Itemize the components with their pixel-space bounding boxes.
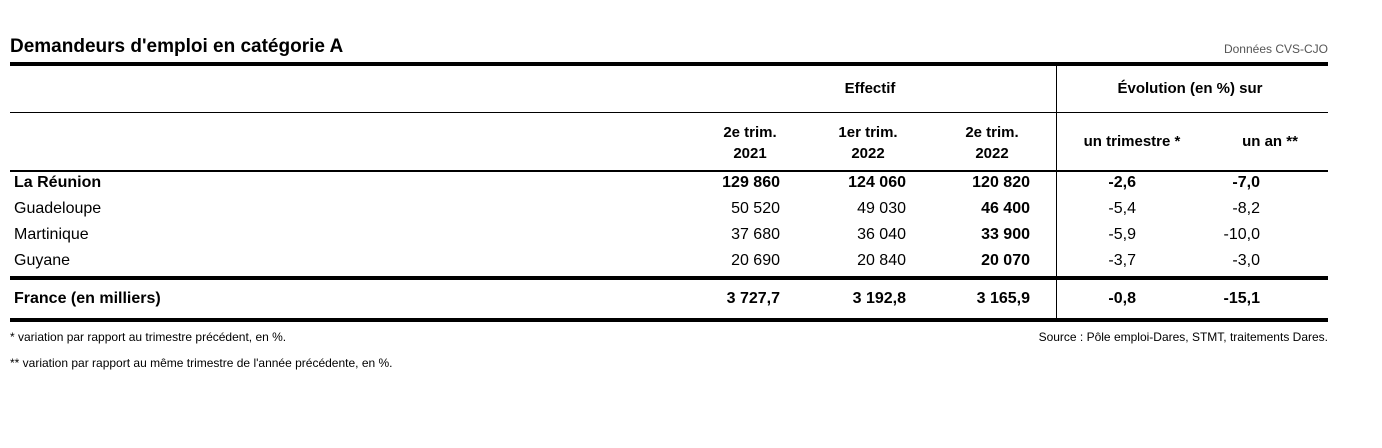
bottom-rule (10, 318, 1328, 322)
cell-value: 124 060 (848, 174, 906, 191)
row-label: La Réunion (14, 174, 102, 191)
cell-value: 129 860 (722, 174, 780, 191)
cell-value: 20 070 (981, 252, 1030, 269)
cell-value: -15,1 (1223, 290, 1260, 307)
cell-value: -3,0 (1232, 252, 1260, 269)
header-rule (10, 112, 1328, 113)
cell-value: 120 820 (972, 174, 1030, 191)
total-top-rule (10, 276, 1328, 280)
row-label: France (en milliers) (14, 290, 161, 307)
cell-value: 50 520 (731, 200, 780, 217)
cell-value: -7,0 (1232, 174, 1260, 191)
cell-value: -5,9 (1108, 226, 1136, 243)
col-header-line2: 2022 (975, 145, 1009, 162)
cell-value: 20 840 (857, 252, 906, 269)
footnote-trimestre: * variation par rapport au trimestre précédent, en %. (10, 330, 287, 344)
col-header-2t2021 (700, 122, 800, 164)
header-evolution: Évolution (en %) sur (1117, 80, 1263, 97)
cell-value: -3,7 (1108, 252, 1136, 269)
row-label: Guyane (14, 252, 71, 269)
col-header-line1: 1er trim. (838, 124, 898, 141)
cell-value: 3 727,7 (726, 290, 780, 307)
cell-value: -8,2 (1232, 200, 1260, 217)
col-header-line1: 2e trim. (965, 124, 1019, 141)
body-top-rule (10, 170, 1328, 172)
cell-value: 36 040 (857, 226, 906, 243)
cell-value: 3 192,8 (852, 290, 906, 307)
row-label: Martinique (14, 226, 89, 243)
col-header-line1: 2e trim. (723, 124, 777, 141)
cell-value: -5,4 (1108, 200, 1136, 217)
cell-value: 49 030 (857, 200, 906, 217)
cell-value: -0,8 (1108, 290, 1136, 307)
cell-value: -10,0 (1223, 226, 1260, 243)
cell-value: 3 165,9 (976, 290, 1030, 307)
col-header-line2: 2021 (733, 145, 767, 162)
cell-value: -2,6 (1108, 174, 1136, 191)
cell-value: 20 690 (731, 252, 780, 269)
col-header-trimestre: un trimestre * (1083, 133, 1181, 150)
cell-value: 33 900 (981, 226, 1030, 243)
table-subtitle: Données CVS-CJO (1223, 42, 1328, 56)
cell-value: 37 680 (731, 226, 780, 243)
col-header-line2: 2022 (851, 145, 885, 162)
column-divider (1056, 66, 1057, 320)
footnote-an: ** variation par rapport au même trimestre de l'année précédente, en %. (10, 356, 393, 370)
top-rule (10, 62, 1328, 66)
table-title: Demandeurs d'emploi en catégorie A (10, 36, 344, 57)
row-label: Guadeloupe (14, 200, 102, 217)
col-header-an: un an ** (1242, 133, 1298, 150)
footnote-source: Source : Pôle emploi-Dares, STMT, traitements Dares. (1038, 330, 1328, 344)
col-header-2t2022 (942, 122, 1042, 164)
header-effectif: Effectif (844, 80, 896, 97)
col-header-1t2022 (818, 122, 918, 164)
cell-value: 46 400 (981, 200, 1030, 217)
